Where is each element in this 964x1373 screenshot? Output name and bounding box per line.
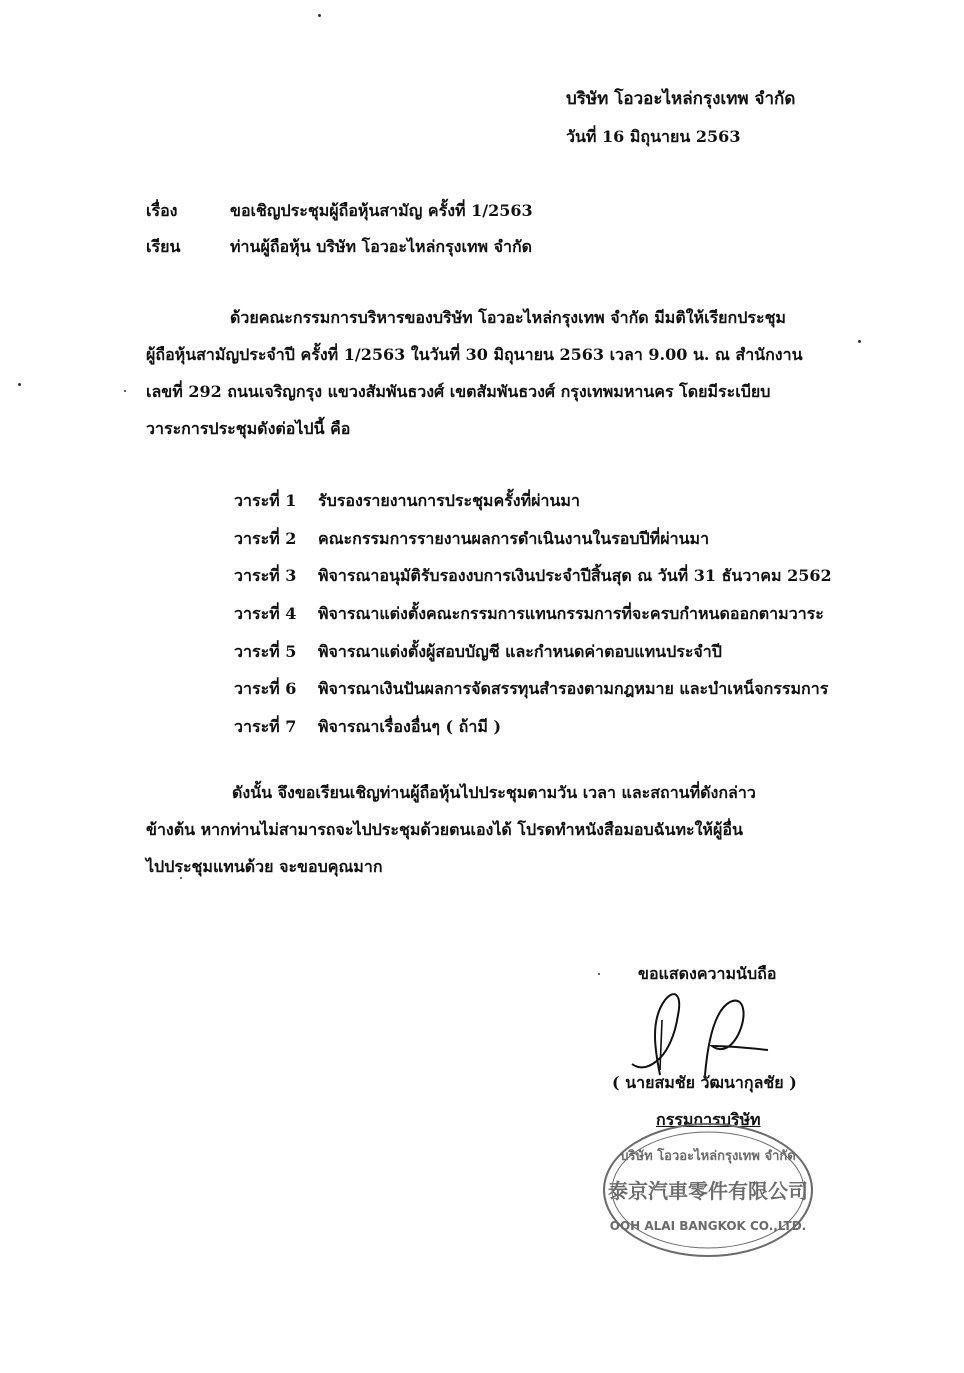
subject-label: เรื่อง <box>146 201 178 220</box>
svg-text:泰京汽車零件有限公司: 泰京汽車零件有限公司 <box>608 1179 808 1203</box>
handwritten-signature <box>620 980 770 1080</box>
agenda-item-text: พิจารณาแต่งตั้งผู้สอบบัญชี และกำหนดค่าตอบแทนประจำปี <box>318 641 722 661</box>
agenda-item-text: พิจารณาเรื่องอื่นๆ ( ถ้ามี ) <box>318 717 502 737</box>
agenda-item-number: วาระที่ 1 <box>234 491 297 510</box>
paragraph1-line: วาระการประชุมดังต่อไปนี้ คือ <box>146 419 351 438</box>
agenda-item-number: วาระที่ 2 <box>234 528 297 548</box>
scan-speck <box>124 390 126 392</box>
agenda-item-number: วาระที่ 7 <box>234 717 297 737</box>
agenda-item <box>234 565 832 603</box>
paragraph1-line: ผู้ถือหุ้นสามัญประจำปี ครั้งที่ 1/2563 ในวันที่ 30 มิถุนายน 2563 เวลา 9.00 น. ณ สำนักงาน <box>146 345 803 364</box>
paragraph1-line: เลขที่ 292 ถนนเจริญกรุง แขวงสัมพันธวงศ์ เขตสัมพันธวงศ์ กรุงเทพมหานคร โดยมีระเบียบ <box>146 382 771 401</box>
recipient-label: เรียน <box>146 237 181 256</box>
scan-speck <box>858 340 861 343</box>
header-date: วันที่ 16 มิถุนายน 2563 <box>566 127 741 146</box>
scan-speck <box>180 877 182 879</box>
agenda-item-number: วาระที่ 3 <box>234 566 297 586</box>
agenda-list <box>234 490 832 754</box>
agenda-item-text: รับรองรายงานการประชุมครั้งที่ผ่านมา <box>318 491 580 510</box>
agenda-item-text: พิจารณาแต่งตั้งคณะกรรมการแทนกรรมการที่จะครบกำหนดออกตามวาระ <box>318 604 824 624</box>
header-company-name: บริษัท โอวอะไหล่กรุงเทพ จำกัด <box>566 89 796 109</box>
scan-speck <box>598 973 600 975</box>
paragraph2-line: ข้างต้น หากท่านไม่สามารถจะไปประชุมด้วยตนเองได้ โปรดทำหนังสือมอบฉันทะให้ผู้อื่น <box>146 820 743 839</box>
paragraph2-line: ไปประชุมแทนด้วย จะขอบคุณมาก <box>146 857 383 876</box>
agenda-item <box>234 641 832 679</box>
signer-name: ( นายสมชัย วัฒนากุลชัย ) <box>612 1073 797 1092</box>
signer-title: กรรมการบริษัท <box>656 1110 761 1129</box>
agenda-item-number: วาระที่ 6 <box>234 679 297 699</box>
agenda-item-text: คณะกรรมการรายงานผลการดำเนินงานในรอบปีที่ผ่านมา <box>318 528 710 548</box>
agenda-item <box>234 528 832 566</box>
agenda-item-number: วาระที่ 4 <box>234 604 297 624</box>
svg-text:บริษัท โอวอะไหล่กรุงเทพ จำกัด: บริษัท โอวอะไหล่กรุงเทพ จำกัด <box>620 1149 796 1164</box>
recipient-text: ท่านผู้ถือหุ้น บริษัท โอวอะไหล่กรุงเทพ จำกัด <box>230 237 533 256</box>
svg-text:OOH ALAI BANGKOK CO.,LTD.: OOH ALAI BANGKOK CO.,LTD. <box>609 1219 807 1233</box>
closing-salutation: ขอแสดงความนับถือ <box>638 964 777 983</box>
subject-text: ขอเชิญประชุมผู้ถือหุ้นสามัญ ครั้งที่ 1/2563 <box>230 201 533 220</box>
agenda-item-text: พิจารณาอนุมัติรับรองงบการเงินประจำปีสิ้นสุด ณ วันที่ 31 ธันวาคม 2562 <box>318 566 832 586</box>
agenda-item <box>234 603 832 641</box>
agenda-item-text: พิจารณาเงินปันผลการจัดสรรทุนสำรองตามกฎหมาย และบำเหน็จกรรมการ <box>318 679 829 699</box>
paragraph2-line: ดังนั้น จึงขอเรียนเชิญท่านผู้ถือหุ้นไปประชุมตามวัน เวลา และสถานที่ดังกล่าว <box>232 783 756 802</box>
scan-speck <box>18 383 21 386</box>
company-seal-stamp <box>600 1118 816 1264</box>
paragraph1-line: ด้วยคณะกรรมการบริหารของบริษัท โอวอะไหล่กรุงเทพ จำกัด มีมติให้เรียกประชุม <box>230 308 786 327</box>
agenda-item-number: วาระที่ 5 <box>234 641 297 661</box>
agenda-item <box>234 716 832 754</box>
agenda-item <box>234 678 832 716</box>
agenda-item <box>234 490 832 528</box>
scan-speck <box>318 14 321 17</box>
